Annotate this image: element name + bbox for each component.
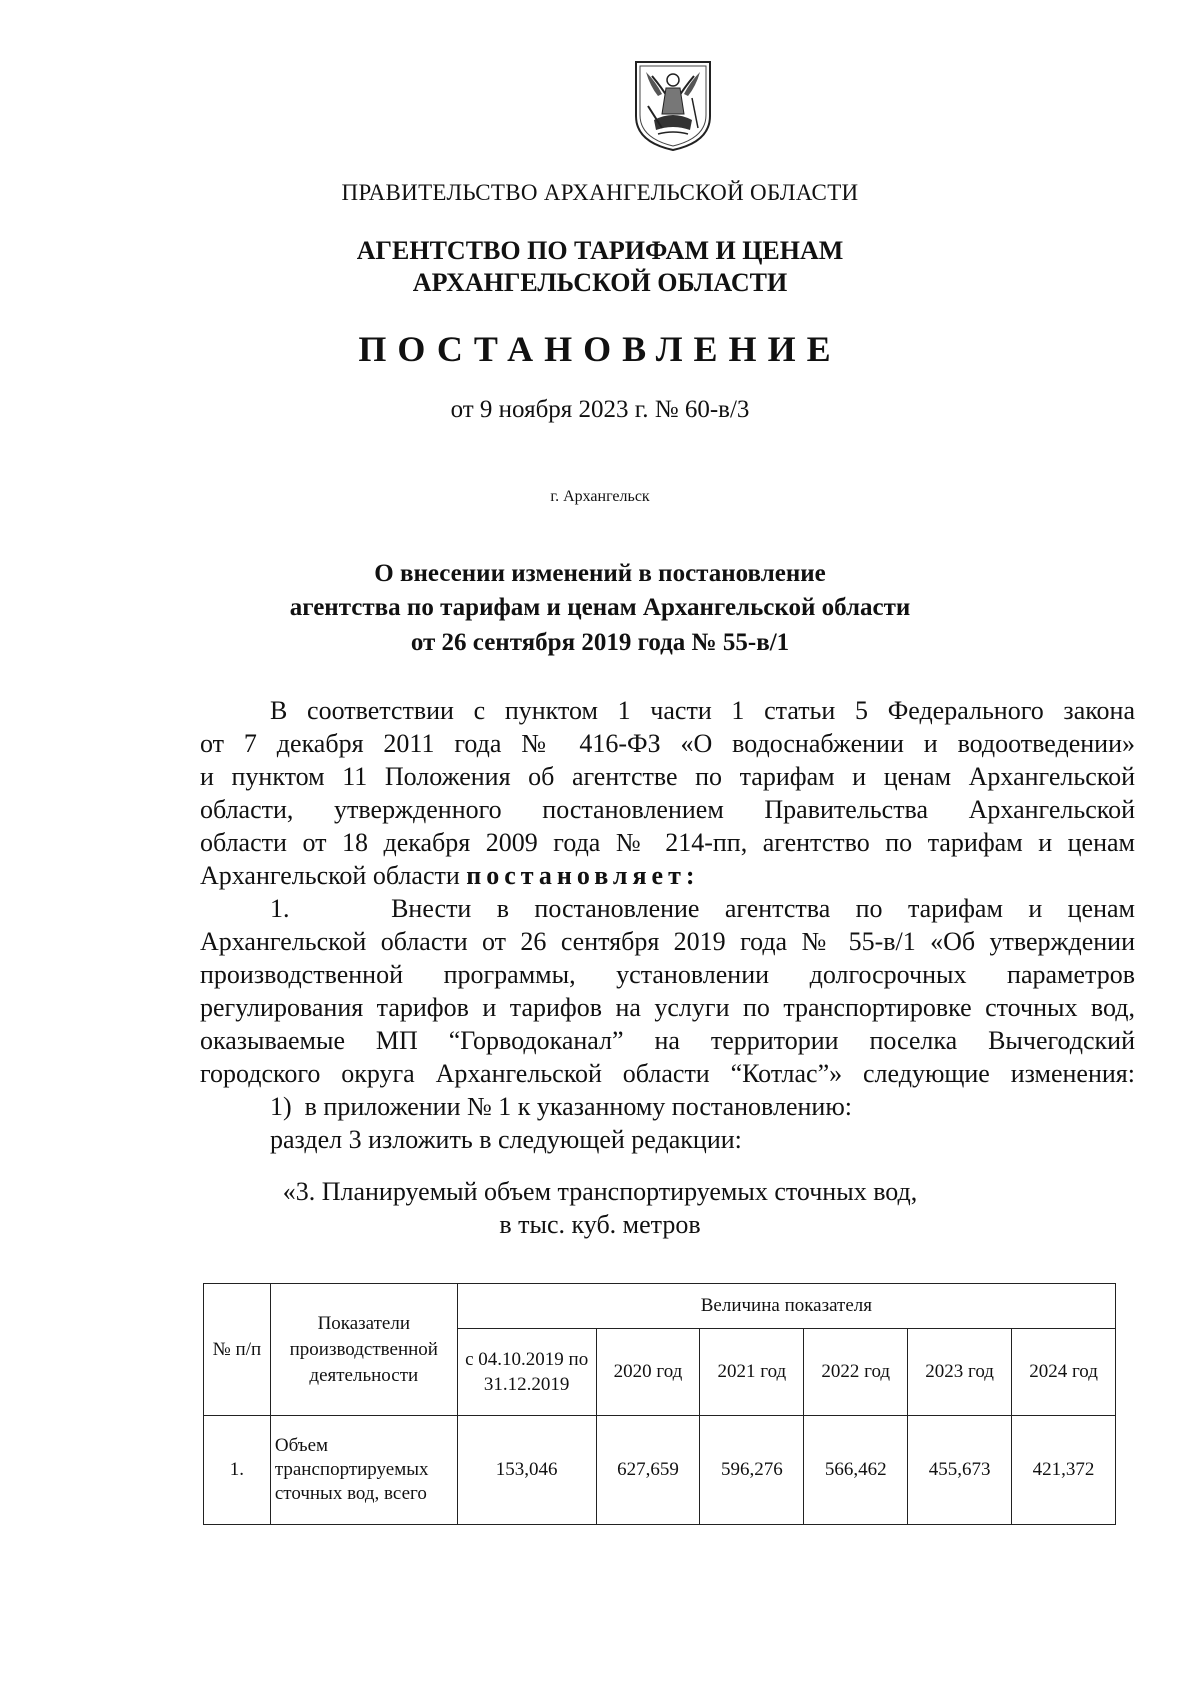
paragraph-2-line-5: оказываемые МП “Горводоканал” на территории поселка Вычегодский bbox=[200, 1026, 1135, 1055]
document-title-line1: О внесении изменений в постановление bbox=[374, 560, 826, 587]
document-city: г. Архангельск bbox=[550, 488, 650, 505]
col-header-period: 2023 год bbox=[908, 1329, 1012, 1416]
section-heading-line2: в тыс. куб. метров bbox=[499, 1210, 701, 1239]
document-title-line2: агентства по тарифам и ценам Архангельской области bbox=[289, 594, 911, 621]
cell-value: 566,462 bbox=[804, 1416, 908, 1525]
col-header-period: с 04.10.2019 по 31.12.2019 bbox=[457, 1329, 596, 1416]
resolves-word: постановляет: bbox=[466, 861, 700, 890]
col-header-no: № п/п bbox=[204, 1284, 271, 1416]
cell-value: 596,276 bbox=[700, 1416, 804, 1525]
document-date-number: от 9 ноября 2023 г. № 60-в/3 bbox=[450, 396, 750, 423]
indicators-table bbox=[203, 1283, 1116, 1525]
paragraph-2-line-3: производственной программы, установлении долгосрочных параметров bbox=[200, 960, 1135, 989]
paragraph-2-line-2: Архангельской области от 26 сентября 2019 года № 55-в/1 «Об утверждении bbox=[200, 927, 1135, 956]
col-header-period: 2024 год bbox=[1012, 1329, 1116, 1416]
cell-value: 455,673 bbox=[908, 1416, 1012, 1525]
coat-of-arms-emblem bbox=[632, 58, 714, 152]
table-header-row bbox=[204, 1284, 1116, 1329]
paragraph-1-line-6 bbox=[200, 859, 1135, 892]
table-row bbox=[204, 1416, 1116, 1525]
cell-indicator: Объем транспортируемых сточных вод, всего bbox=[270, 1416, 457, 1525]
paragraph-1-line-5: области от 18 декабря 2009 года № 214-пп, агентство по тарифам и ценам bbox=[200, 828, 1135, 857]
col-header-indicator: Показатели производственной деятельности bbox=[270, 1284, 457, 1416]
paragraph-2-line-6: городского округа Архангельской области “Котлас”» следующие изменения: bbox=[200, 1059, 1135, 1088]
paragraph-1-line-2: от 7 декабря 2011 года № 416-ФЗ «О водоснабжении и водоотведении» bbox=[200, 729, 1135, 758]
agency-name-line1: АГЕНТСТВО ПО ТАРИФАМ И ЦЕНАМ bbox=[356, 236, 844, 265]
col-header-value-group: Величина показателя bbox=[457, 1284, 1115, 1329]
section-heading-line1: «3. Планируемый объем транспортируемых сточных вод, bbox=[282, 1177, 918, 1206]
paragraph-1-line-3: и пунктом 11 Положения об агентстве по тарифам и ценам Архангельской bbox=[200, 762, 1135, 791]
paragraph-1-text-end: Архангельской области bbox=[200, 861, 460, 890]
paragraph-2-line-4: регулирования тарифов и тарифов на услуги по транспортировке сточных вод, bbox=[200, 993, 1135, 1022]
document-type: ПОСТАНОВЛЕНИЕ bbox=[358, 329, 842, 369]
paragraph-1-line-4: области, утвержденного постановлением Правительства Архангельской bbox=[200, 795, 1135, 824]
cell-value: 421,372 bbox=[1012, 1416, 1116, 1525]
government-name: ПРАВИТЕЛЬСТВО АРХАНГЕЛЬСКОЙ ОБЛАСТИ bbox=[341, 180, 859, 205]
col-header-period: 2020 год bbox=[596, 1329, 700, 1416]
paragraph-4: раздел 3 изложить в следующей редакции: bbox=[270, 1125, 742, 1154]
document-title-line3: от 26 сентября 2019 года № 55-в/1 bbox=[410, 629, 790, 656]
paragraph-3: 1) в приложении № 1 к указанному постановлению: bbox=[270, 1092, 852, 1121]
agency-name-line2: АРХАНГЕЛЬСКОЙ ОБЛАСТИ bbox=[412, 268, 788, 297]
col-header-period: 2021 год bbox=[700, 1329, 804, 1416]
paragraph-1-line-1: В соответствии с пунктом 1 части 1 статьи 5 Федерального закона bbox=[270, 696, 1135, 725]
cell-value: 627,659 bbox=[596, 1416, 700, 1525]
cell-value: 153,046 bbox=[457, 1416, 596, 1525]
col-header-period: 2022 год bbox=[804, 1329, 908, 1416]
paragraph-2-line-1: 1. Внести в постановление агентства по тарифам и ценам bbox=[270, 894, 1135, 923]
cell-no: 1. bbox=[204, 1416, 271, 1525]
